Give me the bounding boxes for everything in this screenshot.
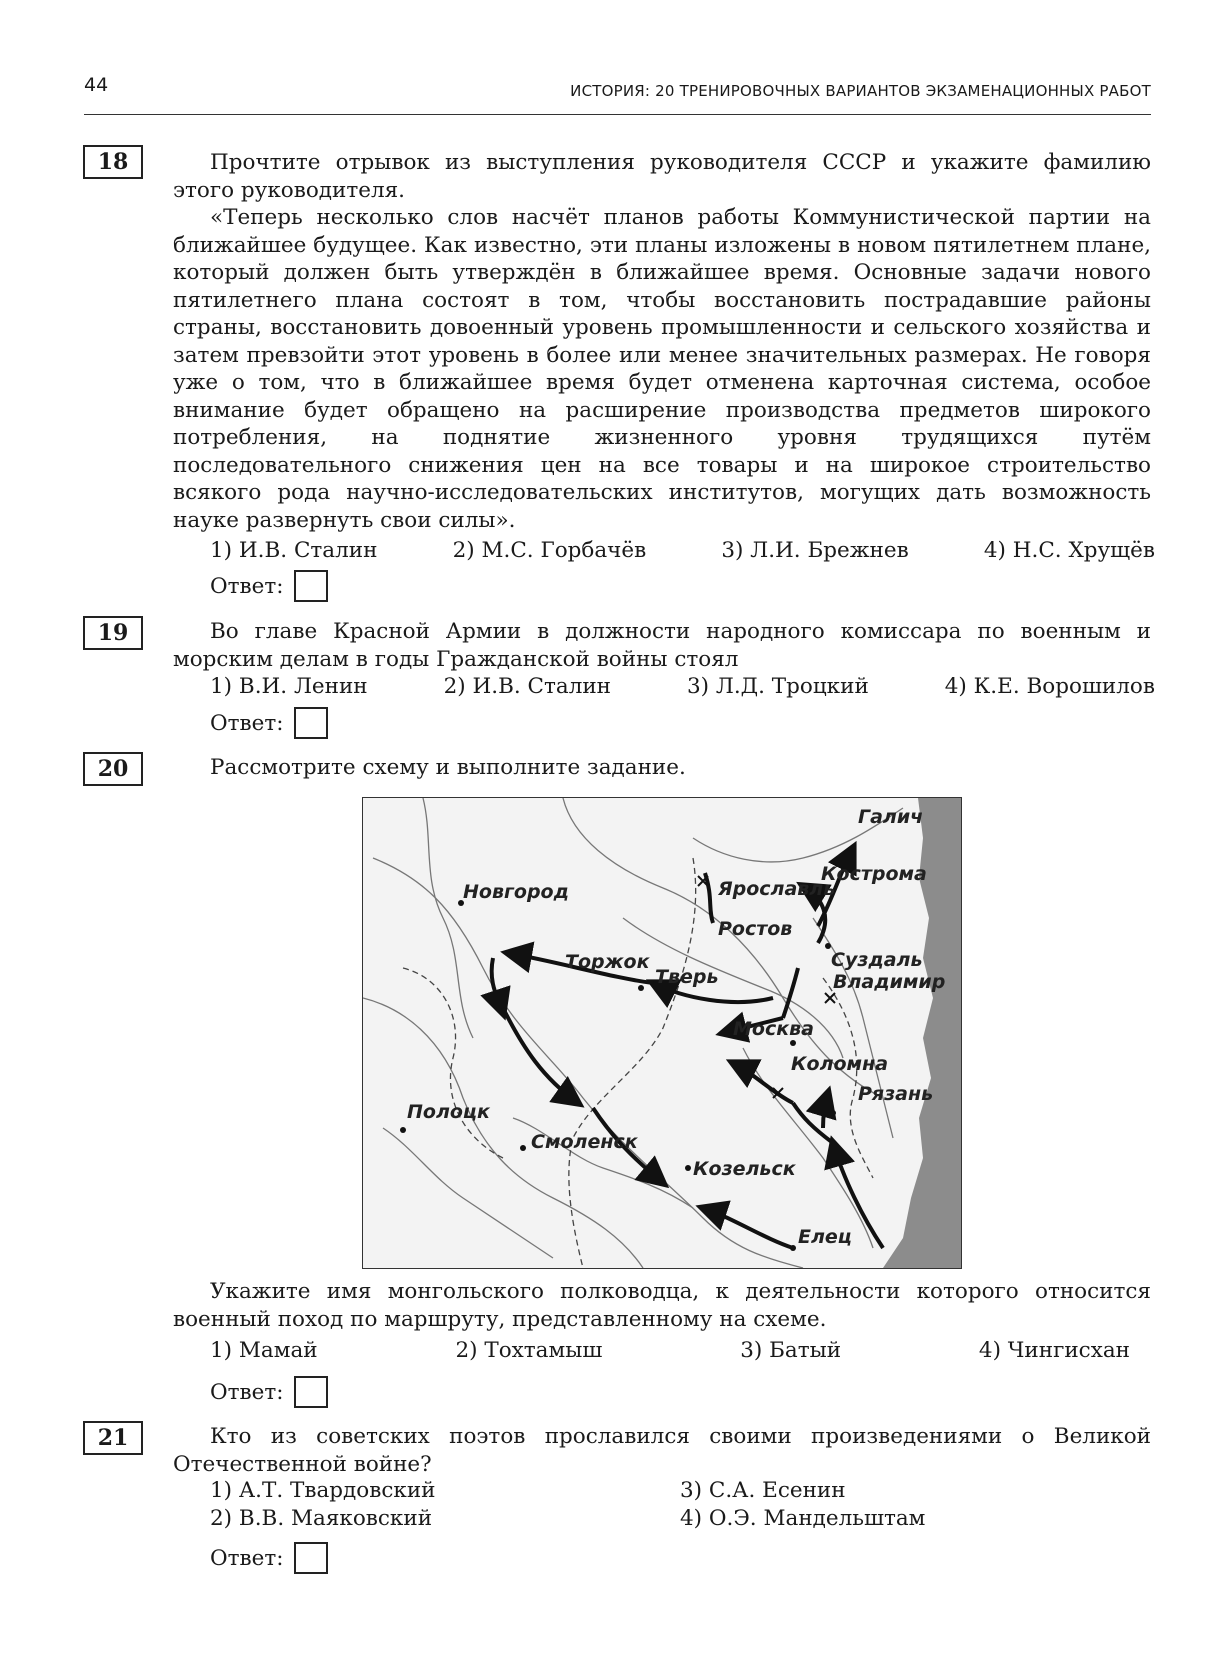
campaign-map-svg [363,798,961,1268]
map-label-novgorod: Новгород [463,881,569,903]
question-number-19: 19 [83,616,143,650]
map-label-galich: Галич [858,806,924,828]
q20-option-3[interactable]: 3) Батый [740,1338,842,1363]
question-20-answer [210,1376,328,1408]
q19-option-4[interactable]: 4) К.Е. Ворошилов [944,674,1155,699]
question-20-options [210,1338,1130,1363]
q21-option-2[interactable]: 2) В.В. Маяковский [210,1506,433,1531]
q18-option-2[interactable]: 2) М.С. Горбачёв [452,538,647,563]
map-label-kozelsk: Козельск [693,1158,796,1180]
header-divider [84,114,1151,115]
answer-label: Ответ: [210,710,284,736]
map-label-kolomna: Коломна [791,1053,889,1075]
q18-option-1[interactable]: 1) И.В. Сталин [210,538,378,563]
running-header-title: ИСТОРИЯ: 20 ТРЕНИРОВОЧНЫХ ВАРИАНТОВ ЭКЗАМЕНАЦИОННЫХ РАБОТ [570,82,1151,100]
q18-option-3[interactable]: 3) Л.И. Брежнев [721,538,909,563]
answer-label: Ответ: [210,1379,284,1405]
q21-option-3[interactable]: 3) С.А. Есенин [680,1478,846,1503]
q19-option-2[interactable]: 2) И.В. Сталин [443,674,612,699]
question-21-answer [210,1542,328,1574]
map-label-rostov: Ростов [718,918,793,940]
q19-option-3[interactable]: 3) Л.Д. Троцкий [686,674,869,699]
q19-option-1[interactable]: 1) В.И. Ленин [210,674,368,699]
q20-option-2[interactable]: 2) Тохтамыш [455,1338,603,1363]
question-21-prompt: Кто из советских поэтов прославился своими произведениями о Великой Отечественной войне? [173,1424,1151,1477]
question-18-options [210,538,1155,563]
question-18-prompt: Прочтите отрывок из выступления руководителя СССР и укажите фамилию этого руководителя. [173,150,1151,203]
map-label-torzhok: Торжок [565,951,650,973]
question-18-quote: «Теперь несколько слов насчёт планов работы Коммунистической партии на ближайшее будущее. Как известно, эти планы изложены в новом пятилетнем плане, который должен быть утверждён в ближайшее время. Основные задачи нового пятилетнего плана состоят в том, чтобы восстановить пострадавшие районы страны, восстановить довоенный уровень промышленности и сельского хозяйства и затем превзойти этот уровень в более или менее значительных размерах. Не говоря уже о том, что в ближайшее время будет отменена карточная система, особое внимание будет обращено на расширение производства предметов широкого потребления, на поднятие жизненного уровня трудящихся путём последовательного снижения цен на все товары и на широкое строительство всякого рода научно-исследовательских институтов, могущих дать возможность науке развернуть свои силы». [173,205,1151,533]
map-label-polotsk: Полоцк [407,1101,490,1123]
answer-box-19[interactable] [294,707,328,739]
answer-box-21[interactable] [294,1542,328,1574]
question-19-prompt: Во главе Красной Армии в должности народного комиссара по военным и морским делам в годы Гражданской войны стоял [173,619,1151,672]
q18-option-4[interactable]: 4) Н.С. Хрущёв [983,538,1155,563]
question-number-21: 21 [83,1421,143,1455]
map-label-suzdal: Суздаль [831,949,923,971]
route-arrows [492,848,883,1248]
answer-box-20[interactable] [294,1376,328,1408]
map-label-tver: Тверь [655,966,719,988]
map-label-elets: Елец [798,1226,852,1248]
answer-box-18[interactable] [294,570,328,602]
q21-option-1[interactable]: 1) А.Т. Твардовский [210,1478,436,1503]
answer-label: Ответ: [210,1545,284,1571]
question-20-prompt: Рассмотрите схему и выполните задание. [210,755,686,780]
campaign-map [362,797,962,1269]
question-19-answer [210,707,328,739]
q20-option-1[interactable]: 1) Мамай [210,1338,318,1363]
question-number-20: 20 [83,752,143,786]
question-18-answer [210,570,328,602]
map-label-ryazan: Рязань [858,1083,934,1105]
map-label-yaroslavl: Ярославль [718,878,836,900]
answer-label: Ответ: [210,573,284,599]
map-label-kostroma: Кострома [821,863,927,885]
page-number: 44 [84,74,109,96]
q20-option-4[interactable]: 4) Чингисхан [978,1338,1130,1363]
question-number-18: 18 [83,145,143,179]
question-20-task: Укажите имя монгольского полководца, к деятельности которого относится военный поход по маршруту, представленному на схеме. [173,1279,1151,1332]
map-label-vladimir: Владимир [833,971,946,993]
question-18-body [173,149,1151,534]
question-19-options [210,674,1155,699]
map-label-smolensk: Смоленск [531,1131,638,1153]
q21-option-4[interactable]: 4) О.Э. Мандельштам [680,1506,926,1531]
map-label-moskva: Москва [733,1018,814,1040]
